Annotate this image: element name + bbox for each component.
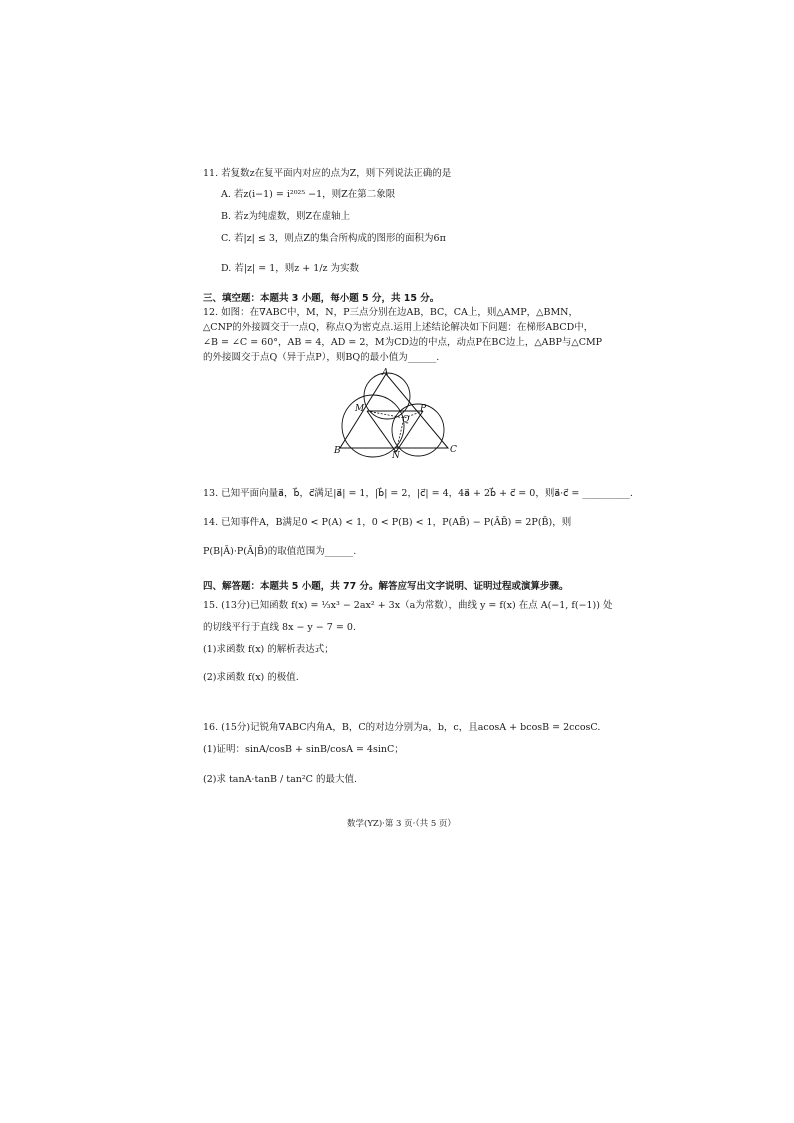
section-4-heading: 四、解答题：本题共 5 小题，共 77 分。解答应写出文字说明、证明过程或演算步骤。 xyxy=(203,581,569,592)
q15-part-1: (1)求函数 f(x) 的解析表达式； xyxy=(203,644,334,655)
q12-line-2: △CNP的外接圆交于一点Q，称点Q为密克点.运用上述结论解决如下问题：在梯形ABCD中， xyxy=(203,322,594,333)
q11-stem: 11. 若复数z在复平面内对应的点为Z，则下列说法正确的是 xyxy=(203,168,452,179)
label-a: A xyxy=(382,368,389,378)
q12-line-3: ∠B = ∠C = 60°，AB = 4，AD = 2，M为CD边的中点，动点P在BC边上，△ABP与△CMP xyxy=(203,337,603,348)
q14-line-1: 14. 已知事件A，B满足0 < P(A) < 1，0 < P(B) < 1，P(AB̄) − P(ĀB̄) = 2P(B̄)，则 xyxy=(203,517,572,528)
q12-line-4: 的外接圆交于点Q（异于点P），则BQ的最小值为______. xyxy=(203,352,440,363)
label-m: M xyxy=(355,404,365,414)
q11-option-c: C. 若|z| ≤ 3，则点Z的集合所构成的图形的面积为6π xyxy=(221,233,446,244)
label-c: C xyxy=(450,445,457,455)
q11-option-a: A. 若z(i−1) = i²⁰²⁵ −1，则Z在第二象限 xyxy=(221,189,396,200)
q13-text: 13. 已知平面向量a⃗，b⃗，c⃗满足|a⃗| = 1，|b⃗| = 2，|c⃗| = 4，4a⃗ + 2b⃗ + c⃗ = 0，则a⃗·c⃗ = __________. xyxy=(203,488,633,499)
q16-part-1: (1)证明：sinA/cosB + sinB/cosA = 4sinC； xyxy=(203,744,404,755)
q15-line-2: 的切线平行于直线 8x − y − 7 = 0. xyxy=(203,622,356,633)
label-n: N xyxy=(392,451,400,461)
label-b: B xyxy=(334,446,341,456)
label-q: Q xyxy=(402,415,410,425)
page-footer: 数学(YZ)·第 3 页·（共 5 页） xyxy=(347,819,456,829)
section-3-heading: 三、填空题：本题共 3 小题，每小题 5 分，共 15 分。 xyxy=(203,293,440,304)
segment-pn xyxy=(396,411,423,452)
miquel-point-figure xyxy=(330,366,466,464)
q11-option-b: B. 若z为纯虚数，则Z在虚轴上 xyxy=(221,211,351,222)
q16-part-2: (2)求 tanA·tanB / tan²C 的最大值. xyxy=(203,774,357,785)
q15-part-2: (2)求函数 f(x) 的极值. xyxy=(203,672,299,683)
q14-line-2: P(B|Ā)·P(Ā|B̄)的取值范围为______. xyxy=(203,546,357,557)
q15-line-1: 15. (13分)已知函数 f(x) = ⅓x³ − 2ax² + 3x（a为常数），曲线 y = f(x) 在点 A(−1, f(−1)) 处 xyxy=(203,600,613,611)
q11-option-d: D. 若|z| = 1，则z + 1/z 为实数 xyxy=(221,263,360,274)
q12-line-1: 12. 如图：在∇ABC中，M，N，P三点分别在边AB，BC，CA上，则△AMP，△BMN， xyxy=(203,307,578,318)
q16-line-1: 16. (15分)记锐角∇ABC内角A，B，C的对边分别为a，b，c，且acosA + bcosB = 2ccosC. xyxy=(203,722,601,733)
dashed-mq xyxy=(367,411,404,418)
label-p: P xyxy=(420,404,427,414)
